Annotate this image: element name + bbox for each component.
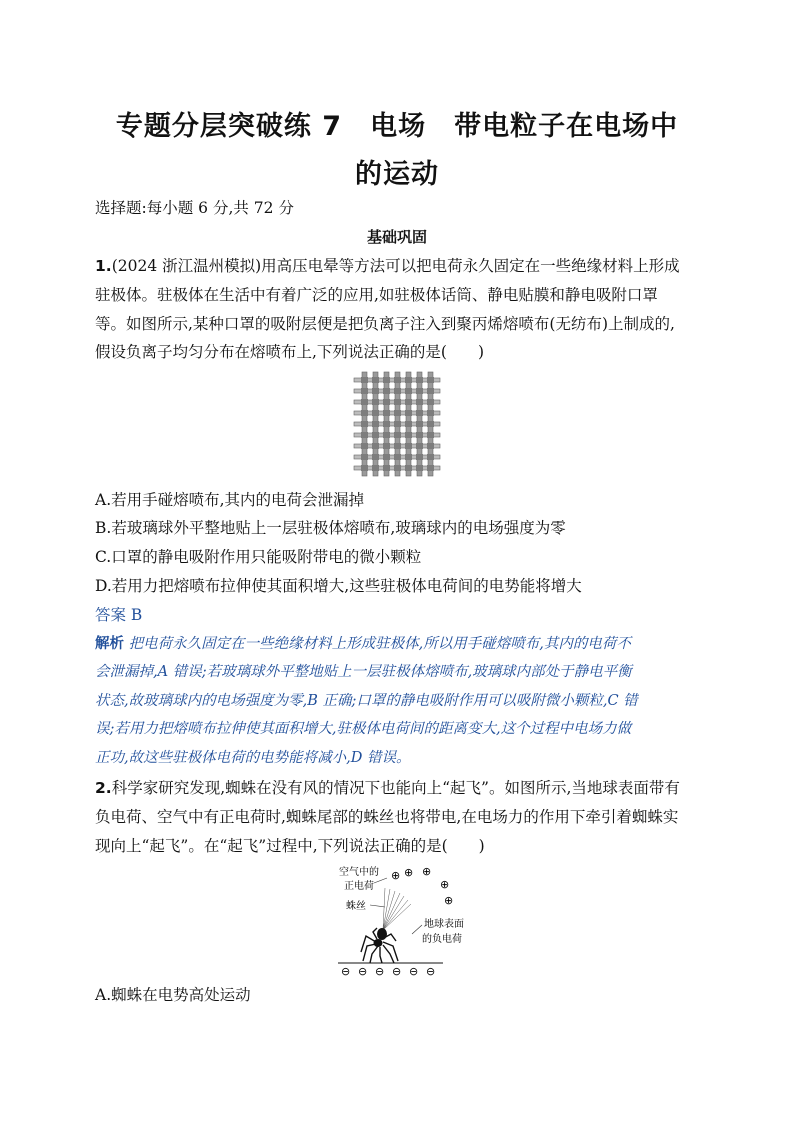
mesh-knot <box>394 432 401 438</box>
mesh-knot <box>372 443 379 449</box>
mesh-knot <box>416 443 423 449</box>
label-silk: 蛛丝 <box>346 901 366 912</box>
mesh-knot <box>372 421 379 427</box>
q1-explanation-line-2: 会泄漏掉,A 错误;若玻璃球外平整地贴上一层驻极体熔喷布,玻璃球内部处于静电平衡 <box>95 664 632 680</box>
mesh-knot <box>372 377 379 383</box>
leader-line <box>374 878 387 883</box>
mesh-knot <box>383 443 390 449</box>
negative-charge-icon: ⊖ <box>392 965 402 977</box>
silk-threads <box>383 888 411 930</box>
q1-option-b: B.若玻璃球外平整地贴上一层驻极体熔喷布,玻璃球内的电场强度为零 <box>95 519 566 537</box>
mesh-knot <box>394 443 401 449</box>
mesh-knot <box>427 443 434 449</box>
mesh-knot <box>372 465 379 471</box>
mesh-knot <box>416 377 423 383</box>
q1-text-1: (2024 浙江温州模拟)用高压电晕等方法可以把电荷永久固定在一些绝缘材料上形成 <box>111 257 680 275</box>
mesh-knot <box>361 388 368 394</box>
positive-charge-icon: ⊕ <box>422 865 432 878</box>
mesh-knot <box>427 399 434 405</box>
q1-line-4: 假设负离子均匀分布在熔喷布上,下列说法正确的是( ) <box>95 343 485 361</box>
mesh-knot <box>394 388 401 394</box>
mesh-knot <box>427 388 434 394</box>
q1-line-2: 驻极体。驻极体在生活中有着广泛的应用,如驻极体话筒、静电贴膜和静电吸附口罩 <box>95 286 658 304</box>
mesh-knot <box>383 432 390 438</box>
leader-line <box>370 905 385 907</box>
q1-option-a: A.若用手碰熔喷布,其内的电荷会泄漏掉 <box>95 491 365 509</box>
q1-option-d: D.若用力把熔喷布拉伸使其面积增大,这些驻极体电荷间的电势能将增大 <box>95 577 582 595</box>
mesh-knot <box>372 454 379 460</box>
mesh-knot <box>405 388 412 394</box>
mesh-knot <box>383 410 390 416</box>
mesh-knot <box>383 465 390 471</box>
q1-number: 1. <box>95 257 112 275</box>
mesh-knot <box>427 454 434 460</box>
mesh-knot <box>394 421 401 427</box>
mesh-knot <box>416 465 423 471</box>
mesh-knot <box>372 432 379 438</box>
mesh-knot <box>405 421 412 427</box>
section-heading: 基础巩固 <box>366 228 427 246</box>
negative-charge-icon: ⊖ <box>409 965 419 977</box>
mesh-knot <box>372 399 379 405</box>
mesh-knot <box>405 443 412 449</box>
mesh-knot <box>372 410 379 416</box>
label-air-charge-2: 正电荷 <box>344 881 374 892</box>
mesh-knot <box>405 399 412 405</box>
mesh-knot <box>416 421 423 427</box>
mesh-knot <box>394 410 401 416</box>
q1-line-3: 等。如图所示,某种口罩的吸附层便是把负离子注入到聚丙烯熔喷布(无纺布)上制成的, <box>95 315 675 333</box>
negative-charge-icon: ⊖ <box>375 965 385 977</box>
mesh-knot <box>416 454 423 460</box>
mesh-knot <box>383 399 390 405</box>
mesh-knot <box>405 465 412 471</box>
mesh-knot <box>361 465 368 471</box>
mesh-knot <box>416 432 423 438</box>
mesh-knot <box>405 432 412 438</box>
q2-line-2: 负电荷、空气中有正电荷时,蜘蛛尾部的蛛丝也将带电,在电场力的作用下牵引着蜘蛛实 <box>95 808 679 826</box>
q2-line-3: 现向上“起飞”。在“起飞”过程中,下列说法正确的是( ) <box>95 837 485 855</box>
mesh-knot <box>361 377 368 383</box>
mesh-knot <box>405 410 412 416</box>
q1-explanation-line-4: 误;若用力把熔喷布拉伸使其面积增大,驻极体电荷间的距离变大,这个过程中电场力做 <box>95 721 632 737</box>
mesh-knot <box>383 377 390 383</box>
mesh-knot <box>394 399 401 405</box>
negative-charge-icon: ⊖ <box>341 965 351 977</box>
mesh-knot <box>427 465 434 471</box>
label-air-charge-1: 空气中的 <box>339 867 379 878</box>
mesh-knot <box>427 421 434 427</box>
mesh-knot <box>394 377 401 383</box>
q1-option-c: C.口罩的静电吸附作用只能吸附带电的微小颗粒 <box>95 548 422 566</box>
mesh-knot <box>394 454 401 460</box>
mesh-knot <box>416 399 423 405</box>
explanation-label: 解析 <box>95 635 124 652</box>
mesh-knot <box>383 388 390 394</box>
positive-charge-icon: ⊕ <box>440 878 450 891</box>
mesh-knot <box>383 454 390 460</box>
q1-line-1 <box>95 256 680 276</box>
mesh-knot <box>405 377 412 383</box>
label-earth-charge-1: 地球表面 <box>424 919 464 930</box>
q2-number: 2. <box>95 779 112 797</box>
q1-explanation-line-3: 状态,故玻璃球内的电场强度为零,B 正确;口罩的静电吸附作用可以吸附微小颗粒,C 错 <box>95 693 638 709</box>
mesh-knot <box>427 432 434 438</box>
leader-line <box>412 925 422 934</box>
spider-icon <box>361 928 398 963</box>
mesh-knot <box>361 399 368 405</box>
meltblown-fabric-figure <box>352 370 442 480</box>
q1-answer: 答案 B <box>95 606 143 624</box>
mesh-knot <box>361 443 368 449</box>
mesh-knot <box>361 432 368 438</box>
mesh-knot <box>361 410 368 416</box>
q1-explanation-line-1 <box>95 634 631 654</box>
mesh-knot <box>427 377 434 383</box>
mesh-knot <box>416 388 423 394</box>
q2-option-a: A.蜘蛛在电势高处运动 <box>95 986 251 1004</box>
mesh-knot <box>361 454 368 460</box>
negative-charge-icon: ⊖ <box>358 965 368 977</box>
mesh-knot <box>383 421 390 427</box>
negative-charge-icon: ⊖ <box>426 965 436 977</box>
q2-text-1: 科学家研究发现,蜘蛛在没有风的情况下也能向上“起飞”。如图所示,当地球表面带有 <box>111 779 680 797</box>
q2-line-1 <box>95 778 680 798</box>
positive-charge-icon: ⊕ <box>444 894 454 907</box>
positive-charge-icon: ⊕ <box>404 866 414 879</box>
spider-figure <box>330 862 475 977</box>
page-title-line-1: 专题分层突破练 7 电场 带电粒子在电场中 <box>115 111 679 142</box>
label-earth-charge-2: 的负电荷 <box>422 934 462 945</box>
page-title-line-2: 的运动 <box>355 159 439 190</box>
mesh-knot <box>427 410 434 416</box>
positive-charge-icon: ⊕ <box>391 869 401 882</box>
mesh-knot <box>372 388 379 394</box>
mesh-knot <box>405 454 412 460</box>
q1-explanation-line-5: 正功,故这些驻极体电荷的电势能将减小,D 错误。 <box>95 750 411 766</box>
instructions: 选择题:每小题 6 分,共 72 分 <box>95 199 294 217</box>
mesh-knot <box>394 465 401 471</box>
mesh-knot <box>416 410 423 416</box>
mesh-knot <box>361 421 368 427</box>
q1-expl-text-1: 把电荷永久固定在一些绝缘材料上形成驻极体,所以用手碰熔喷布,其内的电荷不 <box>124 636 631 652</box>
